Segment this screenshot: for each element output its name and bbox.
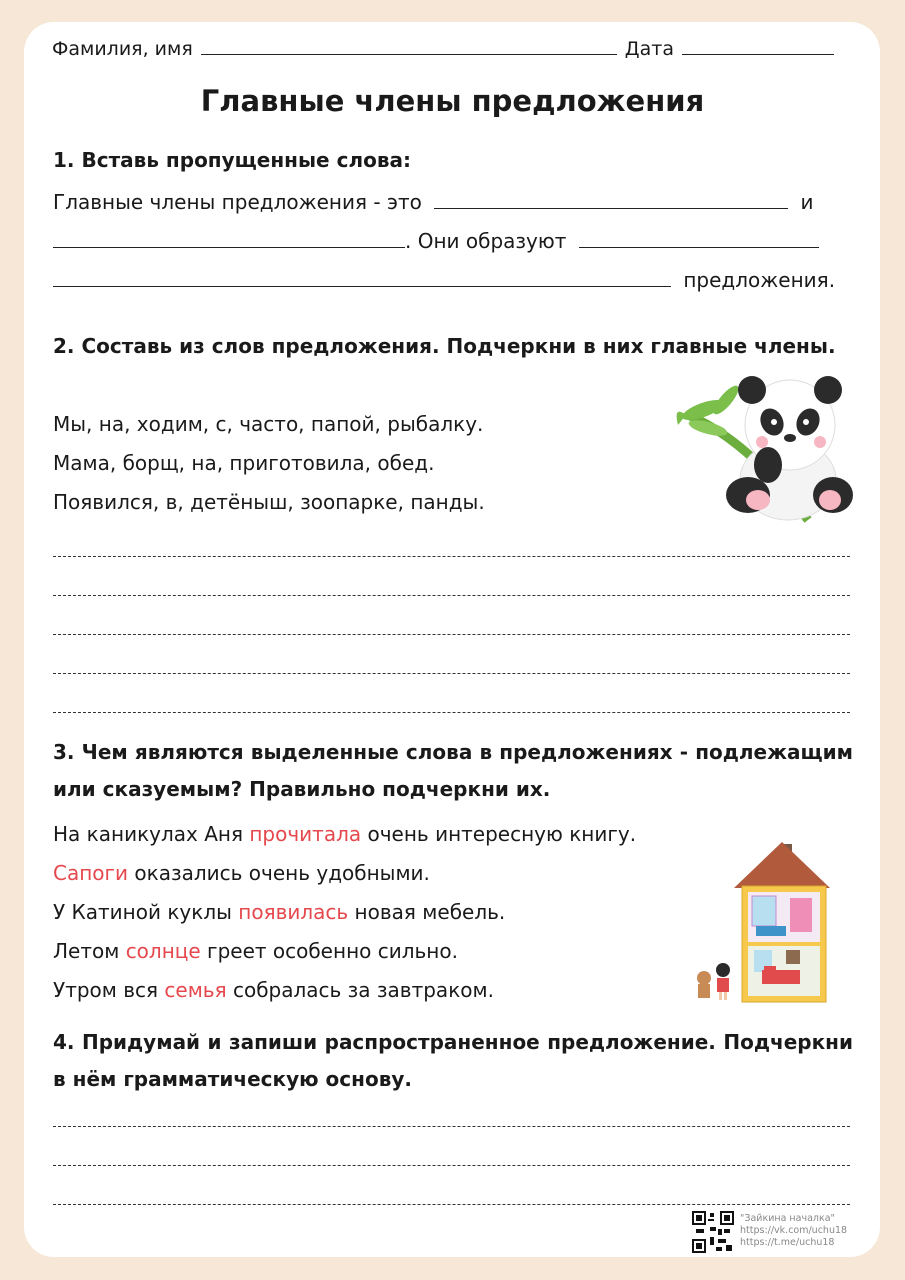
name-label: Фамилия, имя bbox=[52, 38, 193, 60]
task3-sentence-1 bbox=[53, 822, 636, 846]
answer-line[interactable] bbox=[53, 595, 850, 596]
task4-heading: 4. Придумай и запиши распространенное предложение. Подчеркни в нём грамматическую основу. bbox=[53, 1030, 853, 1091]
answer-line[interactable] bbox=[53, 673, 850, 674]
sentence-text: очень интересную книгу. bbox=[361, 822, 637, 846]
blank-2[interactable] bbox=[53, 231, 405, 248]
answer-line[interactable] bbox=[53, 1165, 850, 1166]
task3-sentence-4 bbox=[53, 939, 458, 963]
task1-line1-end: и bbox=[800, 190, 814, 214]
date-label: Дата bbox=[624, 38, 674, 60]
answer-line[interactable] bbox=[53, 1126, 850, 1127]
highlighted-word[interactable]: солнце bbox=[125, 939, 201, 963]
task2-heading: 2. Составь из слов предложения. Подчеркни в них главные члены. bbox=[53, 334, 836, 358]
sentence-text: У Катиной куклы bbox=[53, 900, 239, 924]
task2-sentence-3: Появился, в, детёныш, зоопарке, панды. bbox=[53, 490, 485, 514]
dollhouse-illustration bbox=[690, 838, 835, 1006]
sentence-text: оказались очень удобными. bbox=[128, 861, 430, 885]
blank-4[interactable] bbox=[53, 270, 671, 287]
answer-line[interactable] bbox=[53, 712, 850, 713]
answer-line[interactable] bbox=[53, 556, 850, 557]
task3-sentence-3 bbox=[53, 900, 505, 924]
sentence-text: собралась за завтраком. bbox=[226, 978, 494, 1002]
footer-vk-link[interactable]: https://vk.com/uchu18 bbox=[740, 1225, 848, 1236]
task1-line3 bbox=[53, 268, 835, 292]
highlighted-word[interactable]: прочитала bbox=[249, 822, 362, 846]
highlighted-word[interactable]: появилась bbox=[238, 900, 349, 924]
qr-code bbox=[692, 1211, 734, 1253]
footer-telegram-link[interactable]: https://t.me/uchu18 bbox=[740, 1237, 835, 1248]
highlighted-word[interactable]: Сапоги bbox=[53, 861, 129, 885]
footer-credits bbox=[740, 1213, 847, 1249]
blank-3[interactable] bbox=[579, 231, 819, 248]
task1-line1 bbox=[53, 190, 814, 214]
name-blank[interactable] bbox=[201, 38, 617, 55]
sentence-text: Утром вся bbox=[53, 978, 165, 1002]
answer-line[interactable] bbox=[53, 634, 850, 635]
task2-sentence-2: Мама, борщ, на, приготовила, обед. bbox=[53, 451, 435, 475]
highlighted-word[interactable]: семья bbox=[164, 978, 227, 1002]
task1-heading: 1. Вставь пропущенные слова: bbox=[53, 148, 411, 172]
panda-illustration bbox=[668, 370, 858, 525]
task3-sentence-5 bbox=[53, 978, 494, 1002]
blank-1[interactable] bbox=[434, 192, 788, 209]
sentence-text: греет особенно сильно. bbox=[200, 939, 458, 963]
footer-title: "Зайкина началка" bbox=[740, 1213, 835, 1224]
task3-heading: 3. Чем являются выделенные слова в предложениях - подлежащим или сказуемым? Правильно подчеркни их. bbox=[53, 740, 853, 801]
task1-line2-mid: . Они образуют bbox=[405, 229, 567, 253]
sentence-text: На каникулах Аня bbox=[53, 822, 250, 846]
sentence-text: новая мебель. bbox=[348, 900, 506, 924]
header-row bbox=[52, 38, 852, 60]
task1-line3-end: предложения. bbox=[683, 268, 836, 292]
task3-sentence-2 bbox=[53, 861, 430, 885]
page-title: Главные члены предложения bbox=[200, 84, 705, 118]
date-blank[interactable] bbox=[682, 38, 834, 55]
task1-line2 bbox=[53, 229, 819, 253]
task2-sentence-1: Мы, на, ходим, с, часто, папой, рыбалку. bbox=[53, 412, 484, 436]
answer-line[interactable] bbox=[53, 1204, 850, 1205]
task1-line1-start: Главные члены предложения - это bbox=[53, 190, 422, 214]
sentence-text: Летом bbox=[53, 939, 126, 963]
